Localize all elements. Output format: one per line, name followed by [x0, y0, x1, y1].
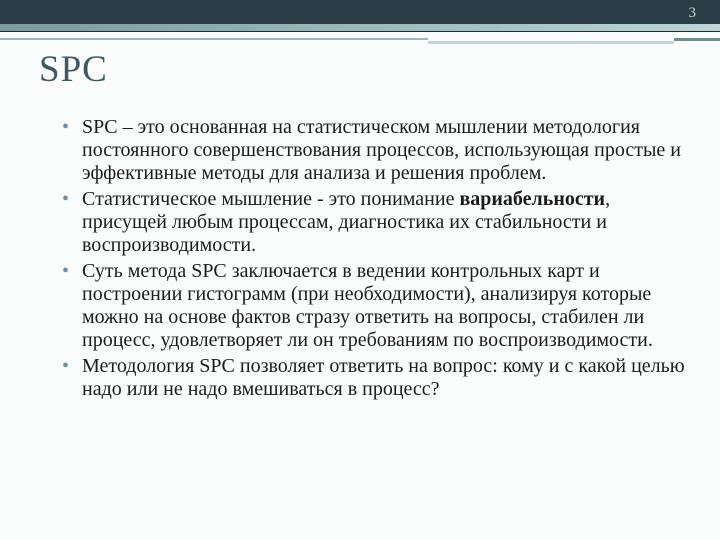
- top-band: [0, 0, 720, 24]
- slide-number: 3: [688, 5, 696, 21]
- title-divider-right: [428, 41, 674, 44]
- bullet-icon: •: [62, 116, 70, 138]
- bullet-icon: •: [62, 188, 70, 210]
- bullet-item: [60, 355, 700, 401]
- top-band-accent: [0, 24, 720, 31]
- title-divider-accent: [674, 38, 720, 41]
- slide-title: SPC: [39, 49, 108, 90]
- bullet-text: Суть метода SPC заключается в ведении контрольных карт и построении гистограмм (при необходимости), анализируя которые можно на основе фактов стразу ответить на вопросы, стабилен ли процесс, удовлетворяет ли он требованиям по воспроизводимости.: [82, 260, 653, 351]
- bullet-item: [60, 116, 700, 185]
- bullet-item: [60, 260, 700, 352]
- bullet-text-before: Статистическое мышление - это понимание: [82, 188, 460, 210]
- top-band-line: [0, 31, 720, 32]
- bullet-text-bold: вариабельности: [459, 188, 606, 210]
- bullet-text: SPC – это основанная на статистическом мышлении методология постоянного совершенствования процессов, использующая простые и эффективные методы для анализа и решения проблем.: [82, 116, 681, 184]
- title-divider-left: [0, 38, 428, 40]
- bullet-item: [60, 188, 700, 257]
- bullet-text: [82, 188, 610, 256]
- slide-content: [60, 116, 700, 404]
- bullet-icon: •: [62, 355, 70, 377]
- bullet-list: [60, 116, 700, 401]
- bullet-text-after: , присущей любым процессам, диагностика их стабильности и воспроизводимости.: [82, 188, 611, 256]
- bullet-text: Методология SPC позволяет ответить на вопрос: кому и с какой целью надо или не надо вмешиваться в процесс?: [82, 355, 685, 400]
- bullet-icon: •: [62, 260, 70, 282]
